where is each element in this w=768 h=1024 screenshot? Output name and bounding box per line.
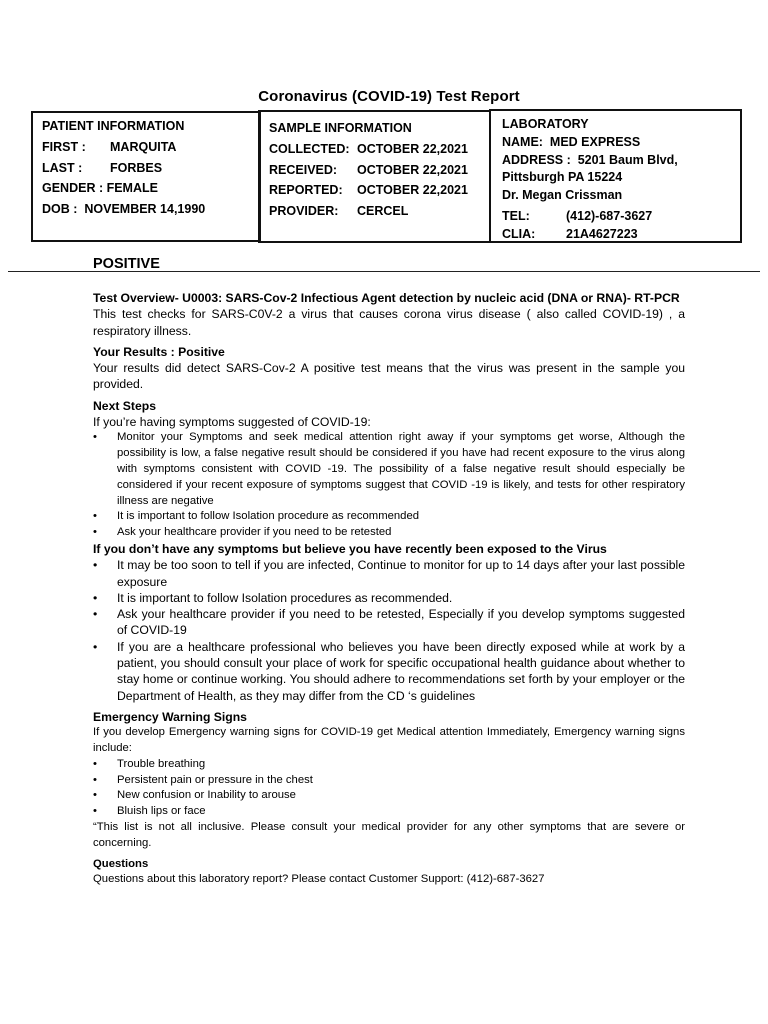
laboratory-doctor: Dr. Megan Crissman — [502, 188, 623, 203]
first-name-label: FIRST : — [42, 139, 86, 154]
next-steps-intro: If you’re having symptoms suggested of COVID-19: — [93, 415, 371, 430]
laboratory-name: NAME: MED EXPRESS — [502, 134, 641, 149]
next-steps-list — [93, 430, 685, 541]
list-item: • It is important to follow Isolation procedure as recommended — [93, 509, 685, 525]
collected-label: COLLECTED: — [269, 141, 350, 156]
patient-first-row — [42, 140, 250, 161]
provider-label: PROVIDER: — [269, 204, 339, 219]
laboratory-clia-row — [502, 227, 729, 245]
emergency-intro: If you develop Emergency warning signs for COVID-19 get Medical attention Immediately, Emergency warning signs include: — [93, 726, 685, 755]
reported-value: OCTOBER 22,2021 — [357, 183, 468, 198]
patient-last-row — [42, 161, 250, 182]
your-results-heading: Your Results : Positive — [93, 344, 225, 359]
result-heading: POSITIVE — [93, 256, 160, 272]
laboratory-box — [489, 109, 742, 243]
clia-label: CLIA: — [502, 226, 536, 241]
patient-heading: PATIENT INFORMATION — [42, 119, 185, 133]
clia-value: 21A4627223 — [566, 226, 638, 241]
emergency-note: “This list is not all inclusive. Please consult your medical provider for any other symptoms that are severe or concerning. — [93, 821, 685, 849]
list-item: • New confusion or Inability to arouse — [93, 788, 685, 804]
provider-value: CERCEL — [357, 204, 409, 219]
list-item: • Bluish lips or face — [93, 804, 685, 820]
last-name-label: LAST : — [42, 160, 83, 175]
list-item: • Persistent pain or pressure in the chest — [93, 773, 685, 789]
sample-information-box — [258, 110, 491, 243]
collected-value: OCTOBER 22,2021 — [357, 141, 468, 156]
no-symptoms-list — [93, 557, 685, 704]
provider-row — [269, 204, 480, 225]
list-item: • Ask your healthcare provider if you need to be retested, Especially if you develop symptoms suggested of COVID-19 — [93, 606, 685, 639]
laboratory-heading: LABORATORY — [502, 117, 589, 131]
list-item: • If you are a healthcare professional who believes you have been directly exposed while at work by a patient, you should consult your place of work for specific occupational health guidance about whether to stay home or continue working. You should adhere to recommendations set forth by your employer or the Department of Health, as they may differ from the CD ‘s guidelines — [93, 639, 685, 704]
laboratory-tel-row — [502, 209, 729, 227]
no-symptoms-heading: If you don’t have any symptoms but believe you have recently been exposed to the Virus — [93, 541, 607, 556]
laboratory-address-line-1: ADDRESS : 5201 Baum Blvd, — [502, 152, 678, 167]
list-item: • It is important to follow Isolation procedures as recommended. — [93, 590, 685, 606]
received-row — [269, 163, 480, 184]
section-divider — [8, 271, 760, 272]
list-item: • Monitor your Symptoms and seek medical attention right away if your symptoms get worse, Although the possibility is low, a false negative result should be considered if you have had recent exposure to the virus along with symptoms consistent with COVID -19. The possibility of a false negative result should especially be considered if your recent exposure of symptoms suggest that COVID -19 is likely, and tests for other respiratory illness are negative — [93, 430, 685, 509]
page-title: Coronavirus (COVID-19) Test Report — [258, 88, 520, 105]
your-results-text: Your results did detect SARS-Cov-2 A positive test means that the virus was present in the sample you provided. — [93, 361, 685, 392]
questions-text: Questions about this laboratory report? Please contact Customer Support: (412)-687-3627 — [93, 873, 545, 886]
reported-row — [269, 183, 480, 204]
patient-information-box — [31, 111, 261, 242]
tel-label: TEL: — [502, 208, 530, 223]
last-name-value: FORBES — [110, 160, 163, 175]
reported-label: REPORTED: — [269, 183, 343, 198]
laboratory-address-line-2: Pittsburgh PA 15224 — [502, 170, 623, 185]
received-label: RECEIVED: — [269, 162, 338, 177]
list-item: • Trouble breathing — [93, 757, 685, 773]
patient-dob: DOB : NOVEMBER 14,1990 — [42, 202, 206, 217]
overview-heading: Test Overview- U0003: SARS-Cov-2 Infectious Agent detection by nucleic acid (DNA or RNA)- RT-PCR — [93, 291, 680, 305]
overview-text: This test checks for SARS-C0V-2 a virus that causes corona virus disease ( also called COVID-19) , a respiratory illness. — [93, 307, 685, 338]
emergency-heading: Emergency Warning Signs — [93, 709, 247, 724]
list-item: • It may be too soon to tell if you are infected, Continue to monitor for up to 14 days after your last possible exposure — [93, 557, 685, 590]
sample-heading: SAMPLE INFORMATION — [269, 121, 412, 135]
questions-heading: Questions — [93, 857, 149, 870]
list-item: • Ask your healthcare provider if you need to be retested — [93, 525, 685, 541]
collected-row — [269, 142, 480, 163]
emergency-list — [93, 757, 685, 820]
tel-value: (412)-687-3627 — [566, 208, 653, 223]
received-value: OCTOBER 22,2021 — [357, 162, 468, 177]
next-steps-heading: Next Steps — [93, 398, 156, 413]
first-name-value: MARQUITA — [110, 139, 177, 154]
report-body — [93, 290, 685, 888]
patient-gender: GENDER : FEMALE — [42, 181, 158, 196]
